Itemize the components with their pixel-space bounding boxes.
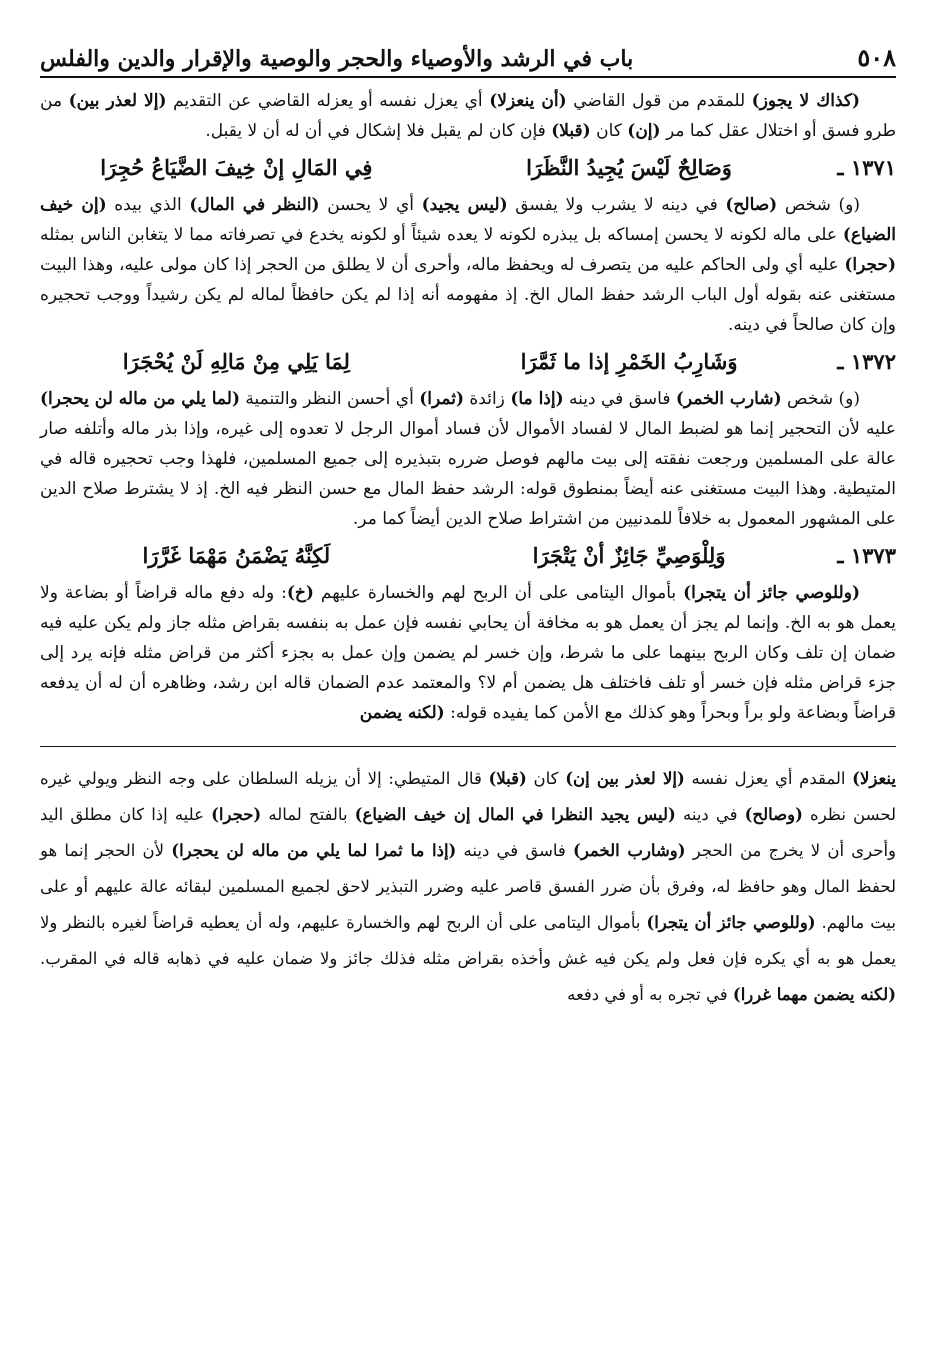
book-page (40, 28, 896, 1328)
verse-1371 (40, 146, 896, 190)
commentary-paragraph-4: (وللوصي جائز أن يتجرا) بأموال اليتامى على أن الربح لهم والخسارة عليهم (خ): وله دفع ماله قراضاً أو بضاعة ولا يعمل هو به الخ. وإنما لم يجز أن يعمل هو به مخافة أن يحابي نفسه فإن عمل به بنفسه بقراض مثله جاز ولم يكن عليه فيه ضمان إن تلف وكان الربح بينهما على ما شرط، وإن خسر لم يضمن وإن عمل به بجزء أكثر من قراض مثله فإنه يرد إلى جزء قراض مثله فإن خسر أو تلف فاختلف هل يضمن أم لا؟ والمعتمد عدم الضمان قاله ابن رشد، وظاهره أن له أن يدفعه قراضاً وبضاعة ولو براً وبحراً وهو كذلك مع الأمن كما يفيده قوله: (لكنه يضمن (40, 583, 896, 723)
verse-second-hemistich: فِي المَالِ إنْ خِيفَ الضَّيَاعُ حُجِرَا (100, 155, 373, 180)
commentary-paragraph-2: (و) شخص (صالح) في دينه لا يشرب ولا يفسق (ليس يجيد) أي لا يحسن (النظر في المال) الذي بيده (إن خيف الضياع) على ماله لكونه لا يحسن إمساكه بل يبذره لكونه لا يعده شيئاً أو لكونه يخدع في تصرفاته مما لا يتغابن الناس بمثله (حجرا) عليه أي ولى الحاكم عليه من يتصرف له ويحفظ ماله، وأحرى أن لا يطلق من الحجر إذا كان مولى عليه، وهذا البيت مستغنى عنه بقوله أول الباب الرشد حفظ المال الخ. إذ مفهومه أنه إذا لم يكن حافظاً لماله لم يكن رشيداً ووجب تحجيره وإن كان صالحاً في دينه. (40, 195, 896, 335)
verse-number: ١٣٧٢ ـ (837, 349, 896, 374)
verse-first-hemistich: وَشَارِبُ الخَمْرِ إذا ما ثَمَّرَا (520, 349, 738, 374)
verse-1373 (40, 534, 896, 578)
verse-second-hemistich: لَكِنَّهُ يَضْمَنُ مَهْمَا غَرَّرَا (142, 543, 331, 568)
verse-1372 (40, 340, 896, 384)
page-number: ٥٠٨ (857, 43, 896, 72)
verse-second-hemistich: لِمَا يَلِي مِنْ مَالِهِ لَنْ يُحْجَرَا (122, 349, 350, 374)
margin-note-paragraph: ينعزلا) المقدم أي يعزل نفسه (إلا لعذر بين إن) كان (قبلا) قال المتيطي: إلا أن يزيله السلطان على وجه النظر ويولي غيره لحسن نظره (وصالح) في دينه (ليس يجيد النظرا في المال إن خيف الضياع) بالفتح لماله (حجرا) عليه إذا كان مطلق اليد وأحرى أن لا يخرج من الحجر (وشارب الخمر) فاسق في دينه (إذا ما ثمرا لما يلي من ماله لن يحجرا) لأن الحجر إنما هو لحفظ المال وهو حافظ له، وفرق بأن ضرر الفسق قاصر عليه وضرر التبذير لاحق لجميع المسلمين لبقائه عالة عليهم أو على بيت مالهم. (وللوصي جائز أن يتجرا) بأموال اليتامى على أن الربح لهم والخسارة عليهم، وله أن يعطيه قراضاً لغيره بالنظر ولا يعمل هو به أي يكره فإن فعل ولم يكن فيه غش وأخذه بقراض مثله فذلك جائز ولا ضمان عليه في ذهابه قاله في المقرب. (لكنه يضمن مهما غررا) في تجره به أو في دفعه (40, 769, 897, 1004)
running-title: باب في الرشد والأوصياء والحجر والوصية والإقرار والدين والفلس (40, 46, 634, 72)
header-rule (40, 76, 896, 78)
verse-number: ١٣٧٣ ـ (837, 543, 896, 568)
verse-first-hemistich: وَلِلْوَصِيِّ جَائِزٌ أنْ يَتْجَرَا (532, 543, 726, 568)
margin-notes (40, 761, 896, 1013)
commentary-paragraph-1: (كذاك لا يجوز) للمقدم من قول القاضي (أن ينعزلا) أي يعزل نفسه أو يعزله القاضي عن التقديم (إلا لعذر بين) من طرو فسق أو اختلال عقل كما مر (إن) كان (قبلا) فإن كان لم يقبل فلا إشكال في أن له أن لا يقبل. (40, 91, 896, 141)
verse-first-hemistich: وَصَالِحٌ لَيْسَ يُجِيدُ النَّظَرَا (526, 155, 732, 180)
verse-number: ١٣٧١ ـ (837, 155, 896, 180)
footnote-separator (40, 746, 896, 747)
main-text (40, 86, 896, 728)
commentary-paragraph-3: (و) شخص (شارب الخمر) فاسق في دينه (إذا ما) زائدة (ثمرا) أي أحسن النظر والتنمية (لما يلي من ماله لن يحجرا) عليه لأن التحجير إنما هو لضبط المال لا لفساد الأموال لأن فساد أموال الرجل لا تعدوه إلى غيره، وإذا بذر ماله وأتلفه صار عالة على المسلمين ورجعت نفقته إلى بيت مالهم فوصل ضرره بتبذيره إلى جميع المسلمين، فلهذا وجب تحجيره قاله في المتيطية. وهذا البيت مستغنى عنه أيضاً بمنطوق قوله: الرشد حفظ المال مع حسن النظر فيه الخ. إذ لا يشترط صلاح الدين على المشهور المعمول به خلافاً للمدنيين من اشتراط صلاح الدين أيضاً كما مر. (40, 389, 896, 529)
page-header (40, 28, 896, 72)
